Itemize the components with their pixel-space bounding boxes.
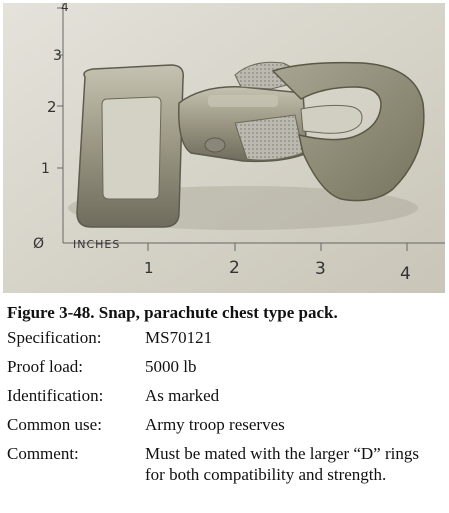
product-photo <box>3 3 445 293</box>
spec-value: Army troop reserves <box>145 415 285 434</box>
spec-row-proof-load <box>7 356 443 377</box>
spec-row-comment <box>7 443 443 485</box>
spec-value: 5000 lb <box>145 357 197 376</box>
spec-label: Proof load: <box>7 357 84 376</box>
spec-label: Common use: <box>7 415 102 434</box>
spec-value: MS70121 <box>145 328 213 347</box>
ruler-y-tick-0: Ø <box>33 236 45 252</box>
spec-label: Identification: <box>7 386 104 405</box>
ruler-y-tick-2: 2 <box>47 98 57 116</box>
spec-value: Must be mated with the larger “D” rings for both compatibility and strength. <box>145 444 419 484</box>
ruler-y-tick-4: 4 <box>61 3 69 14</box>
spec-table <box>7 327 443 493</box>
spec-row-identification <box>7 385 443 406</box>
spec-row-common-use <box>7 414 443 435</box>
spec-label: Specification: <box>7 328 102 347</box>
ruler-x-tick-4: 4 <box>400 264 411 284</box>
spec-label: Comment: <box>7 444 79 463</box>
figure-caption: Figure 3-48. Snap, parachute chest type pack. <box>7 303 338 322</box>
ruler-y-tick-1: 1 <box>41 161 50 177</box>
ruler-x-tick-2: 2 <box>229 258 240 278</box>
snap-loop <box>77 65 183 227</box>
ruler-y-tick-3: 3 <box>53 48 62 64</box>
spec-value: As marked <box>145 386 220 405</box>
ruler-unit-label: INCHES <box>73 238 121 251</box>
spec-row-specification <box>7 327 443 348</box>
ruler-x-tick-3: 3 <box>315 259 326 279</box>
ruler-x-tick-1: 1 <box>144 259 154 277</box>
